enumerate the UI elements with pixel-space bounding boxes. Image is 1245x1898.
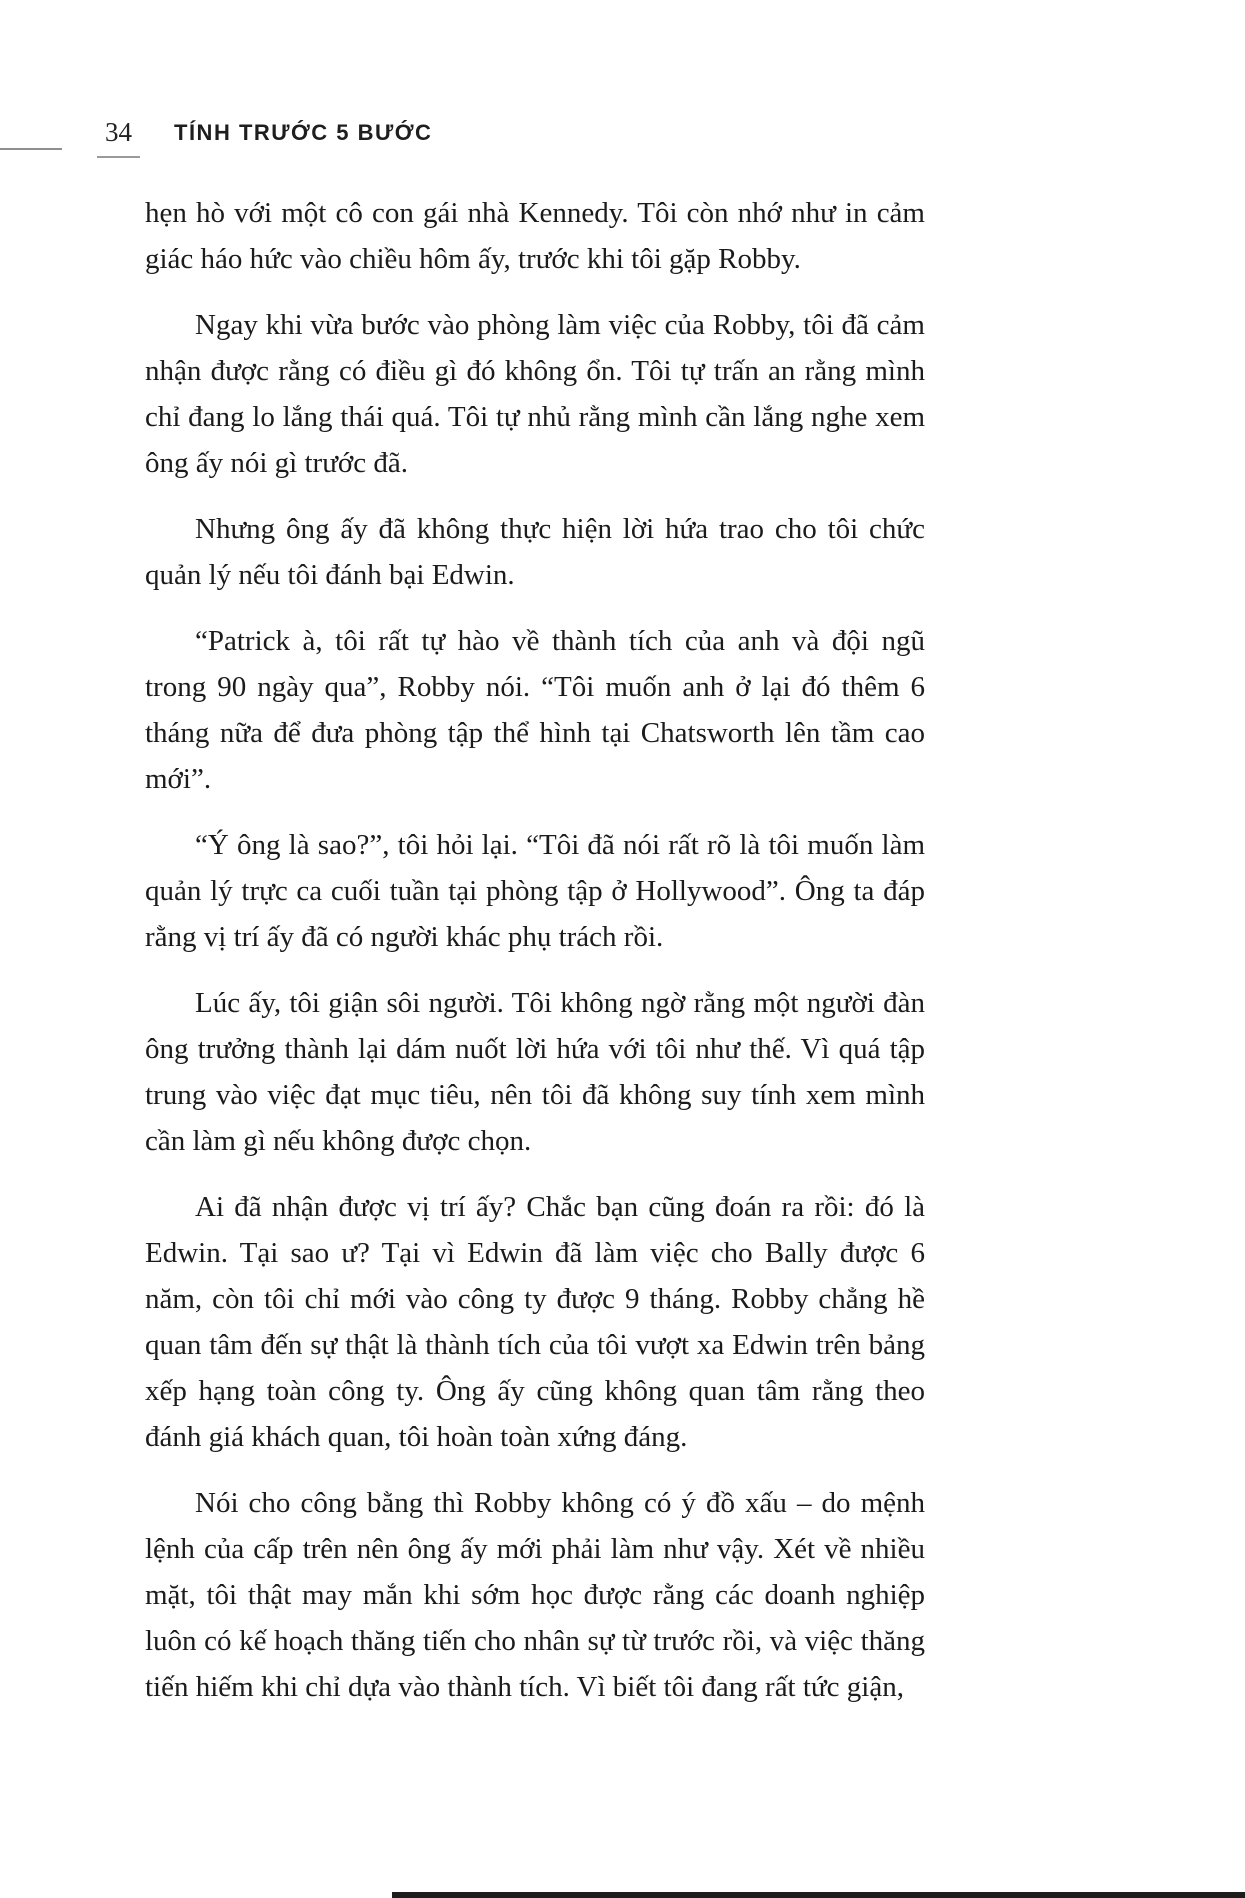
paragraph: Ngay khi vừa bước vào phòng làm việc của Robby, tôi đã cảm nhận được rằng có điều gì đó không ổn. Tôi tự trấn an rằng mình chỉ đang lo lắng thái quá. Tôi tự nhủ rằng mình cần lắng nghe xem ông ấy nói gì trước đã.: [145, 309, 925, 479]
paragraph: Ai đã nhận được vị trí ấy? Chắc bạn cũng đoán ra rồi: đó là Edwin. Tại sao ư? Tại vì Edwin đã làm việc cho Bally được 6 năm, còn tôi chỉ mới vào công ty được 9 tháng. Robby chẳng hề quan tâm đến sự thật là thành tích của tôi vượt xa Edwin trên bảng xếp hạng toàn công ty. Ông ấy cũng không quan tâm rằng theo đánh giá khách quan, tôi hoàn toàn xứng đáng.: [145, 1191, 925, 1453]
body-text: [145, 190, 925, 1730]
page-number: 34: [97, 116, 140, 158]
paragraph: Nhưng ông ấy đã không thực hiện lời hứa trao cho tôi chức quản lý nếu tôi đánh bại Edwin.: [145, 513, 925, 591]
paragraph: Nói cho công bằng thì Robby không có ý đồ xấu – do mệnh lệnh của cấp trên nên ông ấy mới phải làm như vậy. Xét về nhiều mặt, tôi thật may mắn khi sớm học được rằng các doanh nghiệp luôn có kế hoạch thăng tiến cho nhân sự từ trước rồi, và việc thăng tiến hiếm khi chỉ dựa vào thành tích. Vì biết tôi đang rất tức giận,: [145, 1487, 925, 1703]
header-left-rule: [0, 148, 62, 150]
paragraph: “Ý ông là sao?”, tôi hỏi lại. “Tôi đã nói rất rõ là tôi muốn làm quản lý trực ca cuối tuần tại phòng tập ở Hollywood”. Ông ta đáp rằng vị trí ấy đã có người khác phụ trách rồi.: [145, 829, 925, 953]
paragraph: hẹn hò với một cô con gái nhà Kennedy. Tôi còn nhớ như in cảm giác háo hức vào chiều hôm ấy, trước khi tôi gặp Robby.: [145, 197, 925, 275]
paragraph: Lúc ấy, tôi giận sôi người. Tôi không ngờ rằng một người đàn ông trưởng thành lại dám nuốt lời hứa với tôi như thế. Vì quá tập trung vào việc đạt mục tiêu, nên tôi đã không suy tính xem mình cần làm gì nếu không được chọn.: [145, 987, 925, 1157]
scan-artifact-bar: [392, 1892, 1245, 1898]
running-title: TÍNH TRƯỚC 5 BƯỚC: [174, 120, 433, 145]
paragraph: “Patrick à, tôi rất tự hào về thành tích của anh và đội ngũ trong 90 ngày qua”, Robby nói. “Tôi muốn anh ở lại đó thêm 6 tháng nữa để đưa phòng tập thể hình tại Chatsworth lên tầm cao mới”.: [145, 625, 925, 795]
